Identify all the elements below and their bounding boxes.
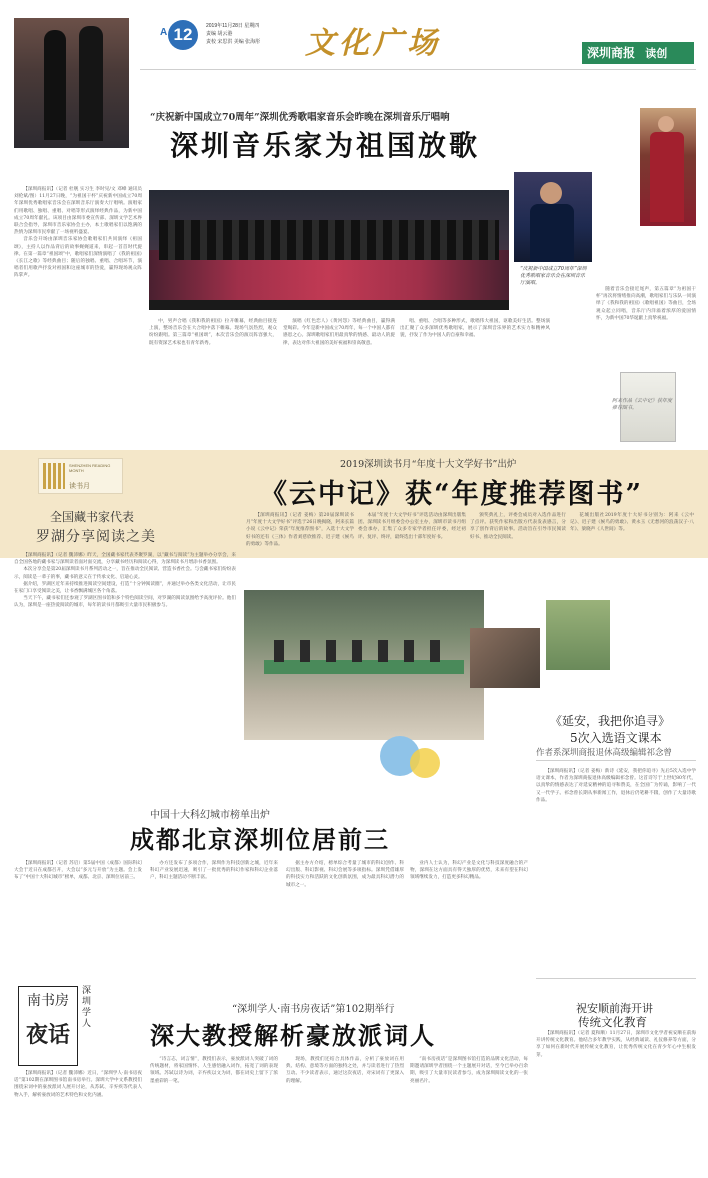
singer-figure (44, 30, 66, 140)
story2-photo-ceremony (546, 600, 610, 670)
story5-paragraph: 据主办方介绍，榜单综合考量了城市的科幻创作、科幻出版、科幻影视、科幻会展等多项指标。深圳凭借雄厚的科技实力和活跃的文化创新氛围，成为最具科幻潜力的城市之一。 (286, 861, 404, 888)
designer-credit: 美编 张海彤 (233, 39, 261, 45)
story6-body (536, 1030, 696, 1174)
story1-caption: “庆祝新中国成立70周年”深圳优秀歌唱家音乐会在深圳音乐厅演唱。 (520, 266, 587, 286)
story1-body-col1 (14, 186, 142, 378)
page-number-badge (160, 20, 198, 50)
story5-headline: 成都北京深圳位居前三 (130, 825, 390, 854)
story5-body-col4 (410, 860, 528, 978)
story7-kicker: “深圳学人·南书房夜话”第102期举行 (232, 1004, 395, 1015)
header-photo-singers (14, 18, 129, 148)
story3-photo-forum (244, 590, 484, 740)
story1-body-col4 (400, 318, 550, 378)
story7-body-col2 (150, 1056, 278, 1174)
story6-kicker: 祝安顺前海开讲 (576, 1002, 653, 1015)
proof-credit: 责校 宋思洪 (206, 39, 233, 45)
story1-kicker: “庆祝新中国成立70周年”深圳优秀歌唱家音乐会昨晚在深圳音乐厅唱响 (150, 112, 450, 123)
brand-sub: 读创 (645, 47, 668, 60)
story4-body (536, 768, 696, 972)
story3-body (14, 552, 236, 774)
editor-credit: 责编 胡云港 (206, 31, 233, 37)
story7-paragraph: “诗言志，词言情”，教授们表示，豪放派词人突破了词的传统题材，将家国情怀、人生感悟融入词作，拓宽了词的表现领域。苏轼以诗为词，辛弃疾以文为词，都在词史上留下了浓墨重彩的一笔。 (150, 1057, 278, 1084)
story3-paragraph: 【深圳商报讯】（记者 魏沛娜）昨天，全国藏书家代表齐聚罗湖，以“藏书与阅读”为主题举办分享会，来自全国各地的藏书家与深圳读者面对面交流，分享藏书经历和阅读心得，为深圳读书月增添书香氛围。 (14, 553, 236, 566)
story5-kicker: 中国十大科幻城市榜单出炉 (150, 810, 270, 821)
story3-kicker: 全国藏书家代表 (50, 510, 135, 524)
story3-photo-event (470, 628, 540, 688)
story6-paragraph: 【深圳商报讯】（记者 夏和顺）11月27日，深圳市文化学者祝安顺在前海开讲传统文化教育。他结合多年教学实践，从经典诵读、礼仪修养等方面，分享了如何在新时代开展传统文化教育，让优秀传统文化在青少年心中生根发芽。 (536, 1031, 696, 1058)
story2-body-col4 (570, 512, 694, 584)
story3-paragraph: 当天下午，藏书家们还参观了罗湖区图书馆和多个特色阅读空间，对罗湖的阅读氛围给予高度评价。他们认为，深圳是一座热爱阅读的城市，每年的读书月都吸引大量市民积极参与。 (14, 596, 236, 609)
story1-paragraph: 随着音乐会接近尾声，第五篇章“为祖国干杯”再次将情绪推向高潮，歌唱家们与乐队一同演绎了《我和我的祖国》《歌唱祖国》等曲目，全场观众起立同唱，音乐厅内洋溢着浓厚的爱国情怀，为新中国70华诞献上真挚祝福。 (596, 287, 696, 321)
story1-body-col5 (596, 286, 696, 378)
logo-english: SHENZHEN READING MONTH (69, 463, 111, 473)
story5-body-col3 (286, 860, 404, 978)
story3-paragraph: 据介绍，罗湖区近年来持续推进阅读空间建设，打造“十分钟阅读圈”，并通过举办各类文化活动，让市民在家门口享受阅读之美，让书香飘满城区各个角落。 (14, 581, 236, 595)
story2-caption: 阿来作品《云中记》获年度推荐图书。 (612, 398, 673, 411)
story7-paragraph: 【深圳商报讯】（记者 魏沛娜）近日，“深圳学人·南书房夜话”第102期在深圳图书馆南书房举行。深圳大学中文系教授们围绕宋词中的豪放派词人展开讨论，从苏轼、辛弃疾等代表人物入手，解析豪放词的艺术特色和文化内涵。 (14, 1071, 142, 1098)
story7-paragraph: “南书房夜话”是深圳图书馆打造的品牌文化活动，每期邀请深圳学者围绕一个主题展开对话，至今已举办百余期，吸引了大量市民读者参与，成为深圳阅读文化的一张亮丽名片。 (410, 1057, 528, 1084)
story7-body-col1 (14, 1070, 142, 1174)
story4-subhead: 作者系深圳商报退休高级编辑祁念曾 (536, 748, 673, 758)
story2-paragraph: 颁奖典礼上，评委会成员对入选作品进行了点评。获奖作家和出版方代表发表感言，分享了创作背后的故事。活动旨在引导市民阅读好书、推动全民阅读。 (470, 513, 566, 540)
logo-nanshufang: 南书房 (27, 993, 69, 1009)
story5-paragraph: 【深圳商报讯】（记者 苏启）第5届中国（成都）国际科幻大会于近日在成都召开，大会以“多元与开放”为主题。会上发布了“中国十大科幻城市”榜单，成都、北京、深圳位居前三。 (14, 861, 142, 881)
story2-ceremony-caption (620, 624, 680, 664)
logo-shenzhen-scholars: 深圳学人 (82, 986, 92, 1029)
story2-paragraph: 【深圳商报讯】（记者 姜梅）第20届深圳读书月“年度十大文学好书”评选于26日晚揭晓，阿来长篇小说《云中记》荣获“年度推荐图书”，入选十大文学好书的还有《三体》作者刘慈欣推荐、迟子建《候鸟的勇敢》等作品。 (246, 513, 354, 547)
story2-body-col3 (470, 512, 566, 584)
story2-kicker: 2019深圳读书月“年度十大文学好书”出炉 (340, 459, 517, 470)
page-number: 12 (173, 25, 193, 44)
logo-yehua: 夜话 (25, 1022, 70, 1048)
brand-main: 深圳商报 (587, 46, 636, 60)
section-title: 文化广场 (305, 26, 441, 61)
story2-headline: 《云中记》获“年度推荐图书” (260, 479, 644, 510)
story7-body-col3 (286, 1056, 404, 1174)
story5-paragraph: 办方还发布了多项合作，深圳作为科技创新之城，近年来科幻产业发展迅速，吸引了一批优秀的科幻作家和科幻企业落户，科幻主题活动不断丰富。 (150, 861, 278, 881)
story5-body-col1 (14, 860, 142, 978)
story2-paragraph: 花城出版社2019年度十大好书分别为：阿来《云中记》、迟子建《候鸟的勇敢》、黄永玉《无愁河的浪荡汉子·八年》、梁晓声《人世间》等。 (570, 513, 694, 533)
story4-headline: 5次入选语文课本 (570, 731, 662, 745)
logo-chinese: 读书月 (69, 482, 90, 490)
story7-paragraph: 现场，教授们还结合具体作品，分析了豪放词在用典、结构、意境等方面的独特之处，并与读者进行了热烈互动。不少读者表示，通过这次夜话，对宋词有了更深入的理解。 (286, 1057, 404, 1084)
story3-paragraph: 本次分享会是第20届深圳读书月系列活动之一，旨在推动全民阅读、营造书香社会。与会藏书家们纷纷表示，阅读是一辈子的事，藏书的意义在于传承文化、启迪心灵。 (14, 567, 236, 580)
story1-paragraph: 演唱《红色恋人》《黄河怨》等经典曲目，赢得满堂喝彩。今年是新中国成立70周年，每一个中国人都有感恩之心。深圳歌唱家们用最真挚的情感、最动人的旋律，表达对伟大祖国的美好祝福和崇高敬意。 (283, 319, 395, 346)
story7-headline: 深大教授解析豪放派词人 (150, 1021, 436, 1050)
story1-paragraph: 音乐会开场由深圳音乐家协会歌唱家们共同演绎《祖国颂》，主持人以作品背后的故事娓娓道来，串起一首首时代旋律。在第一篇章“祖国颂”中，歌唱家们深情演唱了《我的祖国》《长江之歌》等经典曲目；随后的独唱、重唱、合唱环节，演唱者们用歌声抒发对祖国和这座城市的热爱，赢得现场观众阵阵掌声。 (14, 237, 142, 279)
story1-photo-singer-mic (514, 172, 592, 262)
singer-figure (79, 26, 103, 141)
reading-month-logo (38, 458, 123, 494)
story2-body-col2 (358, 512, 466, 584)
story3-headline: 罗湖分享阅读之美 (36, 529, 156, 545)
logo-building-icon (43, 463, 65, 489)
story7-body-col4 (410, 1056, 528, 1174)
story2-paragraph: 本届“年度十大文学好书”评选活动由深圳出版集团、深圳读书月组委会办公室主办，深圳市读书月组委会承办，汇集了众多专家学者担任评委，经过初评、复评、终评，最终选出十部年度好书。 (358, 513, 466, 540)
story7-logo (18, 986, 114, 1066)
story3-decor-circle-yellow (410, 748, 440, 778)
story1-photo-choir (149, 190, 509, 310)
story1-paragraph: 唱、重唱、合唱等多种形式，歌唱伟大祖国，讴歌美好生活。整场演出汇聚了众多深圳优秀歌唱家，展示了深圳音乐界的艺术实力和精神风貌，抒发了作为中国人的自豪和幸福。 (400, 319, 550, 339)
story5-body-col2 (150, 860, 278, 978)
story4-kicker: 《延安，我把你追寻》 (550, 714, 671, 728)
story1-body-col3 (283, 318, 395, 378)
story1-paragraph: 【深圳商报讯】（记者 杜舰 实习生 李时见/文 邓峰 通讯员 刘伦斌/图）11月27日晚，“为祖国干杯”庆祝新中国成立70周年深圳优秀歌唱家音乐会在深圳音乐厅演奏大厅唱响。演唱家们用歌唱、独唱、重唱、对唱等形式演绎经典作品，为新中国成立70周年献礼。该项目由深圳市委宣传部、深圳文学艺术界联合会指导，深圳市音乐家协会主办，本土歌唱家们以饱满的热情为深圳市民奉献了一场视听盛宴。 (14, 187, 142, 236)
story1-body-col2 (149, 318, 277, 378)
page-prefix: A (160, 27, 168, 38)
story5-paragraph: 业内人士认为，科幻产业是文化与科技深度融合的产物，深圳在这方面具有得天独厚的优势，未来有望在科幻领域继续发力，打造更多科幻精品。 (410, 861, 528, 881)
story6-headline: 传统文化教育 (578, 1015, 647, 1029)
story2-body-col1 (246, 512, 354, 584)
story1-headline: 深圳音乐家为祖国放歌 (170, 129, 481, 162)
story1-photo-soloist-right (640, 108, 696, 226)
brand-logo (582, 42, 694, 64)
issue-date: 2019年11月28日 星期四 (206, 23, 260, 29)
story4-paragraph: 【深圳商报讯】（记者 姜梅）新诗《延安，我把你追寻》先后5次入选中学语文课本，作者为深圳商报退休高级编辑祁念曾。这首诗写于上世纪80年代，以真挚的情感表达了对延安精神的追寻和赞美，在全国广为传诵，影响了一代又一代学子。祁念曾长期从事新闻工作，退休后仍笔耕不辍，创作了大量诗歌作品。 (536, 769, 696, 803)
story1-paragraph: 中，男声合唱《我和我的祖国》拉开帷幕，经典曲目接连上演，整场音乐会在大合唱中落下帷幕。现场气氛热烈，观众纷纷跟唱。第三篇章“祖国颂”，本次音乐会的演员阵容强大，既有资深艺术家也有青年新秀。 (149, 319, 277, 346)
